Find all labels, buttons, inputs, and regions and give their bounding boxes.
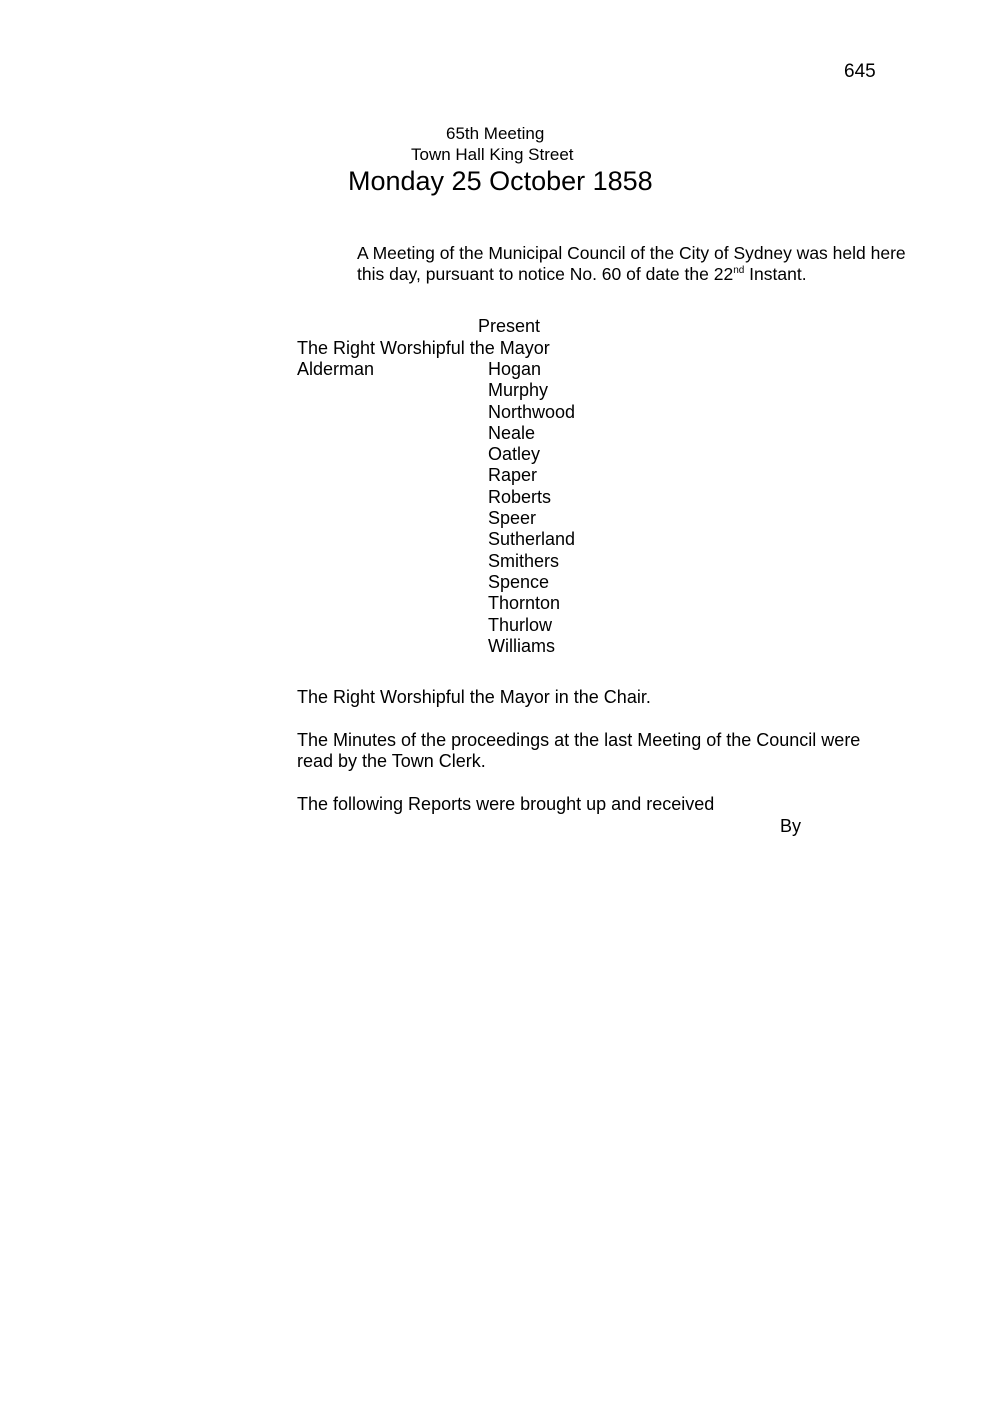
alderman-name: Sutherland	[488, 529, 576, 550]
alderman-name: Speer	[488, 508, 537, 529]
alderman-name: Thurlow	[488, 614, 553, 635]
alderman-name: Spence	[488, 571, 550, 592]
page-number: 645	[844, 61, 876, 82]
mayor-line: The Right Worshipful the Mayor	[297, 338, 550, 358]
alderman-name: Oatley	[488, 444, 541, 465]
intro-text: A Meeting of the Municipal Council of the City of Sydney was held here this day, pursuant to notice No. 60 of date the 22	[357, 243, 906, 284]
alderman-name: Smithers	[488, 550, 560, 571]
meeting-number: 65th Meeting	[446, 124, 545, 143]
minutes-paragraph: The Minutes of the proceedings at the last Meeting of the Council were read by the Town Clerk.	[297, 730, 861, 771]
meeting-venue: Town Hall King Street	[411, 145, 574, 164]
alderman-name: Raper	[488, 465, 538, 486]
alderman-name: Thornton	[488, 593, 561, 614]
catchword: By	[780, 816, 802, 836]
intro-text-end: Instant.	[744, 264, 807, 284]
aldermen-list	[488, 359, 575, 657]
alderman-name: Hogan	[488, 359, 542, 379]
reports-line: The following Reports were brought up and received	[297, 794, 715, 814]
alderman-label: Alderman	[297, 359, 375, 379]
present-heading: Present	[478, 316, 541, 336]
intro-paragraph	[357, 243, 917, 285]
alderman-name: Williams	[488, 635, 555, 656]
meeting-date: Monday 25 October 1858	[348, 166, 653, 196]
alderman-name: Neale	[488, 422, 536, 443]
alderman-name: Roberts	[488, 486, 552, 507]
ordinal-suffix: nd	[733, 265, 745, 276]
alderman-name: Northwood	[488, 401, 576, 422]
chair-line: The Right Worshipful the Mayor in the Chair.	[297, 687, 651, 707]
alderman-name: Murphy	[488, 380, 549, 401]
